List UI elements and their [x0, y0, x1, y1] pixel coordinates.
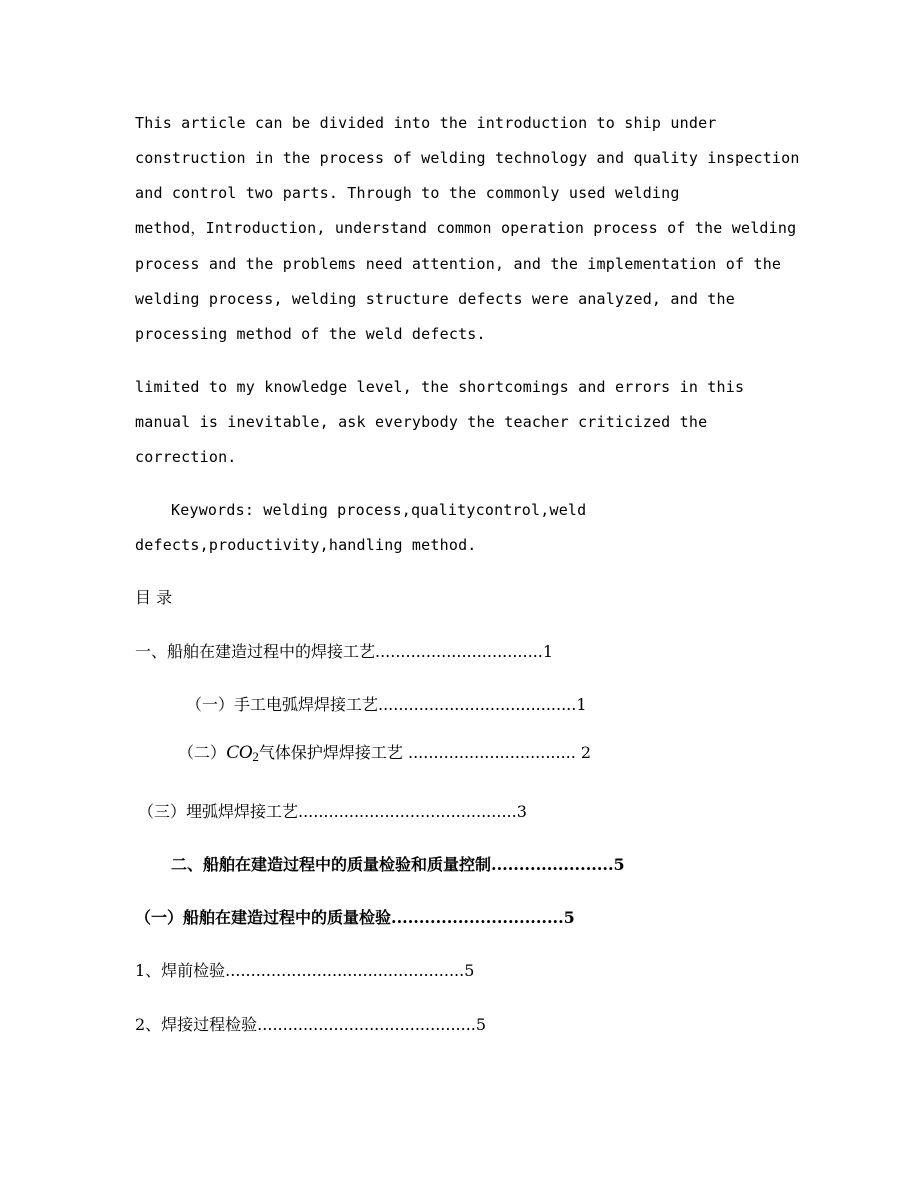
abstract-line-7: processing method of the weld defects. [135, 325, 486, 343]
toc-entry-5[interactable]: 二、船舶在建造过程中的质量检验和质量控制......................5 [171, 855, 625, 874]
toc-entry-3[interactable] [178, 740, 591, 765]
keywords-line-1: Keywords: welding process,qualitycontrol,weld [171, 501, 587, 519]
abstract-p2-line-2: manual is inevitable, ask everybody the teacher criticized the [135, 413, 708, 431]
toc-entry-6[interactable]: （一）船舶在建造过程中的质量检验...............................5 [135, 908, 575, 927]
co2-formula: $CO_2$ [226, 742, 259, 764]
toc-entry-4[interactable]: （三）埋弧焊焊接工艺...........................................3 [138, 802, 527, 821]
abstract-line-5: process and the problems need attention, and the implementation of the [135, 255, 782, 273]
abstract-p2-line-1: limited to my knowledge level, the shortcomings and errors in this [135, 378, 745, 396]
toc-entry-8[interactable]: 2、焊接过程检验...........................................5 [135, 1015, 487, 1034]
abstract-line-6: welding process, welding structure defects were analyzed, and the [135, 290, 735, 308]
toc-entry-3-prefix: （二） [178, 743, 227, 762]
toc-entry-2[interactable]: （一）手工电弧焊焊接工艺.......................................1 [186, 695, 587, 714]
abstract-line-1: This article can be divided into the introduction to ship under [135, 114, 717, 132]
abstract-p2-line-3: correction. [135, 448, 237, 466]
abstract-line-4: method，Introduction, understand common operation process of the welding [135, 219, 797, 237]
toc-entry-1[interactable]: 一、船舶在建造过程中的焊接工艺.................................1 [135, 642, 554, 661]
toc-heading: 目 录 [135, 588, 173, 607]
toc-entry-3-label: 气体保护焊焊接工艺 ................................. 2 [258, 743, 592, 762]
toc-entry-7[interactable]: 1、焊前检验...............................................5 [135, 961, 475, 980]
abstract-line-2: construction in the process of welding technology and quality inspection [135, 149, 800, 167]
keywords-line-2: defects,productivity,handling method. [135, 536, 477, 554]
abstract-line-3: and control two parts. Through to the commonly used welding [135, 184, 680, 202]
